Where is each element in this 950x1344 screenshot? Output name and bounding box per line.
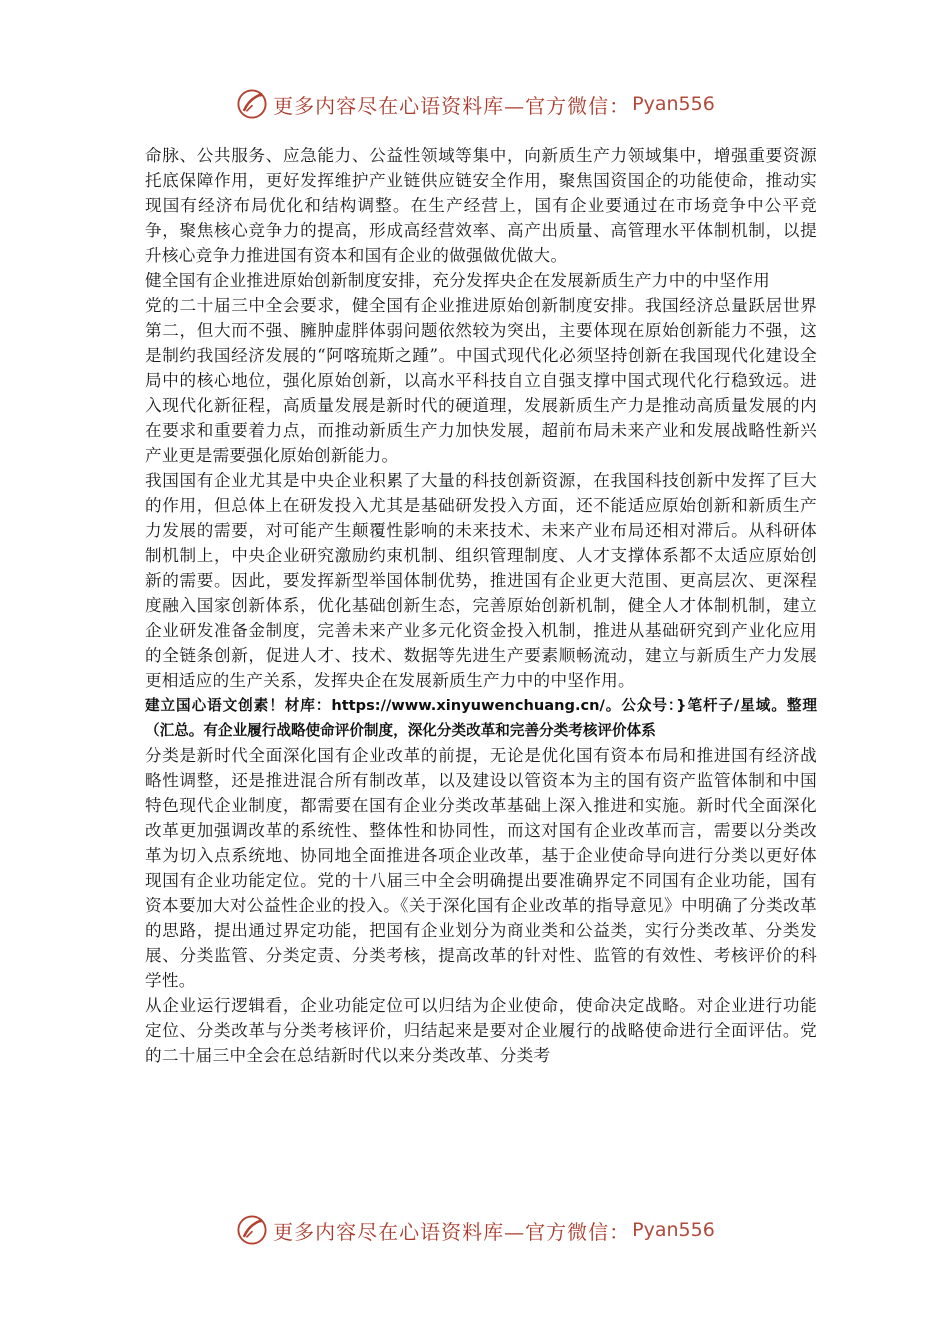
header-banner-handle: Pyan556 bbox=[632, 93, 715, 115]
paragraph: 党的二十届三中全会要求，健全国有企业推进原始创新制度安排。我国经济总量跃居世界第二，但大而不强、臃肿虚胖体弱问题依然较为突出，主要体现在原始创新能力不强，这是制约我国经济发展的“阿喀琉斯之踵”。中国式现代化必须坚持创新在我国现代化建设全局中的核心地位，强化原始创新，以高水平科技自立自强支撑中国式现代化行稳致远。进入现代化新征程，高质量发展是新时代的硬道理，发展新质生产力是推动高质量发展的内在要求和重要着力点，而推动新质生产力加快发展，超前布局未来产业和发展战略性新兴产业更是需要强化原始创新能力。 bbox=[145, 296, 817, 465]
paragraph: 从企业运行逻辑看，企业功能定位可以归结为企业使命，使命决定战略。对企业进行功能定位、分类改革与分类考核评价，归结起来是要对企业履行的战略使命进行全面评估。党的二十届三中全会在总结新时代以来分类改革、分类考 bbox=[145, 996, 817, 1065]
document-body bbox=[145, 143, 817, 1068]
footer-banner-text: 更多内容尽在心语资料库—官方微信： bbox=[273, 1219, 631, 1244]
footer-banner bbox=[0, 1210, 950, 1250]
paragraph: 分类是新时代全面深化国有企业改革的前提，无论是优化国有资本布局和推进国有经济战略性调整，还是推进混合所有制改革，以及建设以管资本为主的国有资产监管体制和中国特色现代企业制度，都需要在国有企业分类改革基础上深入推进和实施。新时代全面深化改革更加强调改革的系统性、整体性和协同性，而这对国有企业改革而言，需要以分类改革为切入点系统地、协同地全面推进各项企业改革，基于企业使命导向进行分类以更好体现国有企业功能定位。党的十八届三中全会明确提出要准确界定不同国有企业功能，国有资本要加大对公益性企业的投入。《关于深化国有企业改革的指导意见》中明确了分类改革的思路，提出通过界定功能，把国有企业划分为商业类和公益类，实行分类改革、分类发展、分类监管、分类定责、分类考核，提高改革的针对性、监管的有效性、考核评价的科学性。 bbox=[145, 746, 817, 990]
section-heading: 健全国有企业推进原始创新制度安排，充分发挥央企在发展新质生产力中的中坚作用 bbox=[145, 271, 771, 290]
ink-brush-logo-icon bbox=[235, 87, 269, 121]
paragraph: 命脉、公共服务、应急能力、公益性领域等集中，向新质生产力领域集中，增强重要资源托底保障作用，更好发挥维护产业链供应链安全作用，聚焦国资国企的功能使命，推动实现国有经济布局优化和结构调整。在生产经营上，国有企业要通过在市场竞争中公平竞争，聚焦核心竞争力的提高，形成高经营效率、高产出质量、高管理水平体制机制，以提升核心竞争力推进国有资本和国有企业的做强做优做大。 bbox=[145, 146, 817, 265]
source-note-heading: 建立国心语文创素！材库：https://www.xinyuwenchuang.cn/。公众号：}笔杆子/星域。整理（汇总。有企业履行战略使命评价制度，深化分类改革和完善分类考核评价体系 bbox=[145, 697, 817, 739]
header-banner-text: 更多内容尽在心语资料库—官方微信： bbox=[273, 93, 631, 118]
ink-brush-logo-icon bbox=[235, 1213, 269, 1247]
footer-banner-handle: Pyan556 bbox=[632, 1219, 715, 1241]
header-banner bbox=[0, 84, 950, 124]
paragraph: 我国国有企业尤其是中央企业积累了大量的科技创新资源，在我国科技创新中发挥了巨大的作用，但总体上在研发投入尤其是基础研发投入方面，还不能适应原始创新和新质生产力发展的需要，对可能产生颠覆性影响的未来技术、未来产业布局还相对滞后。从科研体制机制上，中央企业研究激励约束机制、组织管理制度、人才支撑体系都不太适应原始创新的需要。因此，要发挥新型举国体制优势，推进国有企业更大范围、更高层次、更深程度融入国家创新体系，优化基础创新生态，完善原始创新机制，健全人才体制机制，建立企业研发准备金制度，完善未来产业多元化资金投入机制，推进从基础研究到产业化应用的全链条创新，促进人才、技术、数据等先进生产要素顺畅流动，建立与新质生产力发展更相适应的生产关系，发挥央企在发展新质生产力中的中坚作用。 bbox=[145, 471, 817, 690]
